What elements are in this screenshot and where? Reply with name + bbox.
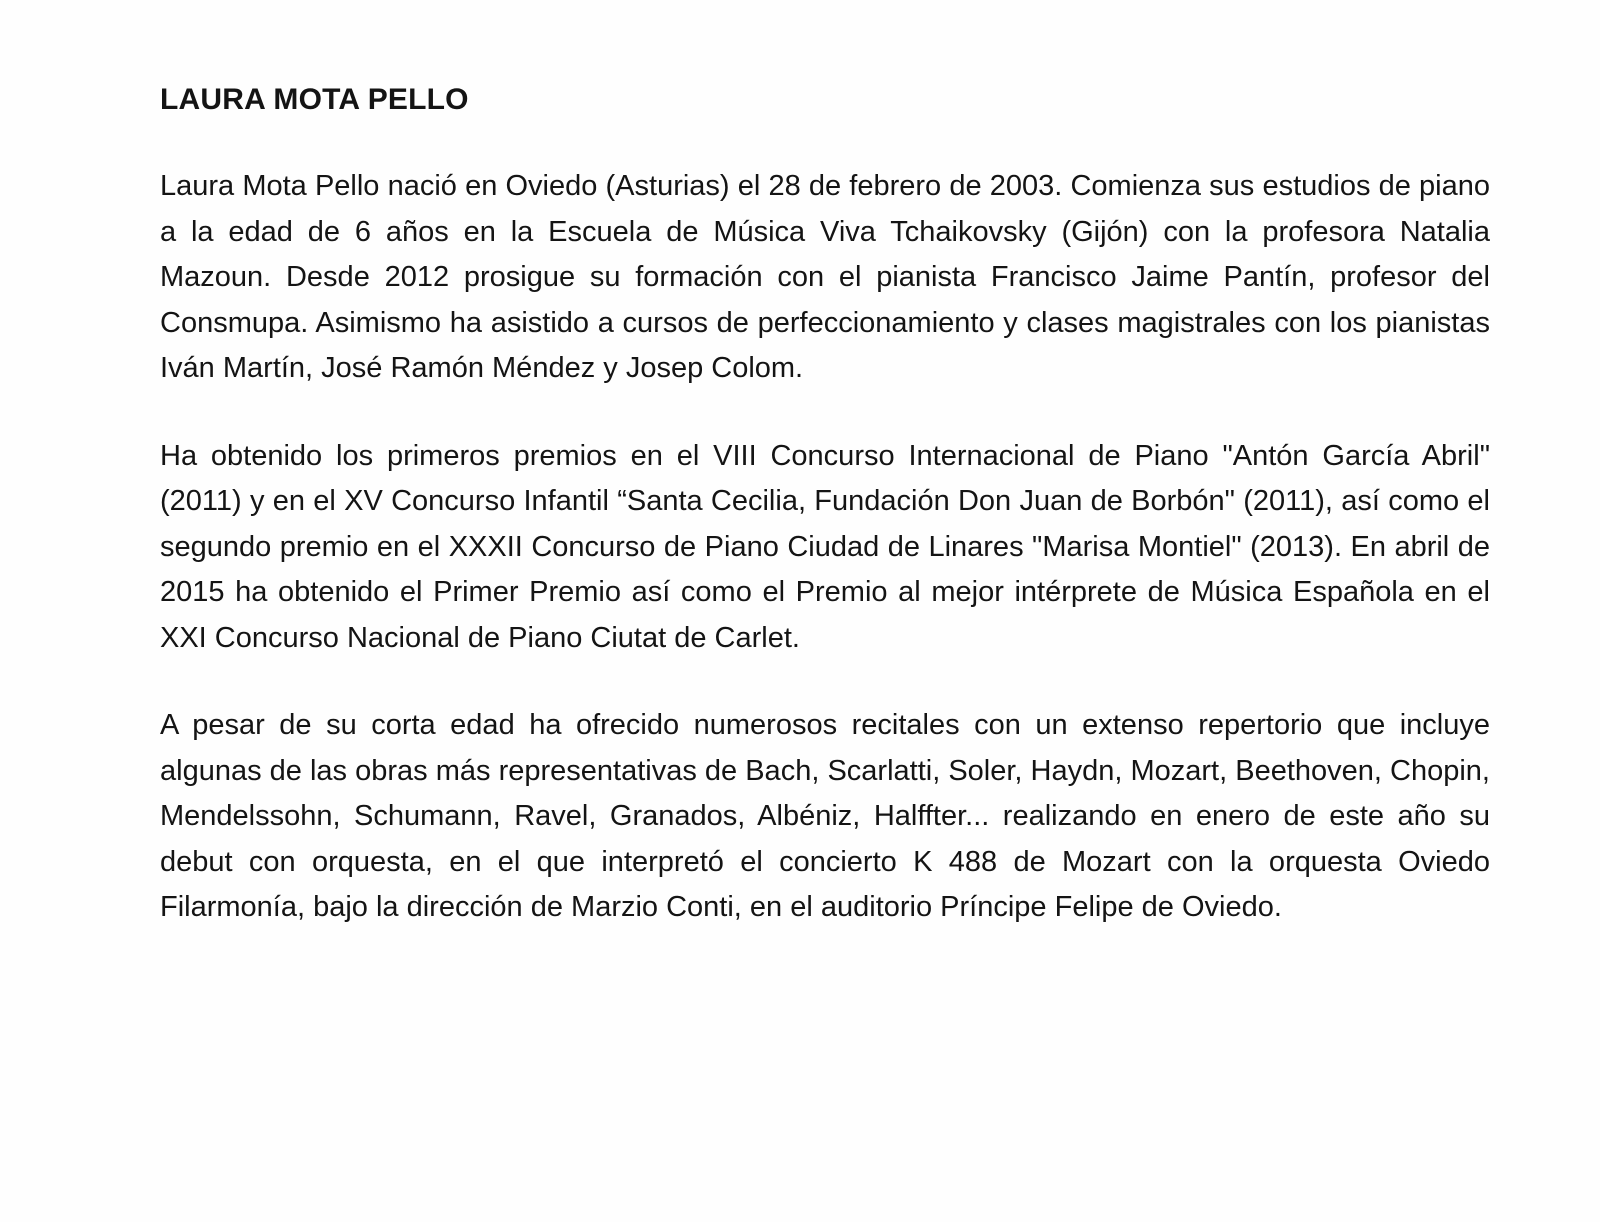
paragraph-repertoire: A pesar de su corta edad ha ofrecido numerosos recitales con un extenso repertorio que incluye algunas de las obras más representativas de Bach, Scarlatti, Soler, Haydn, Mozart, Beethoven, Chopin, Mendelssohn, Schumann, Ravel, Granados, Albéniz, Halffter... realizando en enero de este año su debut con orquesta, en el que interpretó el concierto K 488 de Mozart con la orquesta Oviedo Filarmonía, bajo la dirección de Marzio Conti, en el auditorio Príncipe Felipe de Oviedo. (160, 709, 1490, 923)
document-body (160, 80, 1490, 973)
document-title: LAURA MOTA PELLO (160, 83, 469, 116)
paragraph-biography: Laura Mota Pello nació en Oviedo (Asturias) el 28 de febrero de 2003. Comienza sus estudios de piano a la edad de 6 años en la Escuela de Música Viva Tchaikovsky (Gijón) con la profesora Natalia Mazoun. Desde 2012 prosigue su formación con el pianista Francisco Jaime Pantín, profesor del Consmupa. Asimismo ha asistido a cursos de perfeccionamiento y clases magistrales con los pianistas Iván Martín, José Ramón Méndez y Josep Colom. (160, 170, 1490, 384)
paragraph-awards: Ha obtenido los primeros premios en el VIII Concurso Internacional de Piano "Antón García Abril" (2011) y en el XV Concurso Infantil “Santa Cecilia, Fundación Don Juan de Borbón" (2011), así como el segundo premio en el XXXII Concurso de Piano Ciudad de Linares "Marisa Montiel" (2013). En abril de 2015 ha obtenido el Primer Premio así como el Premio al mejor intérprete de Música Española en el XXI Concurso Nacional de Piano Ciutat de Carlet. (160, 439, 1490, 654)
